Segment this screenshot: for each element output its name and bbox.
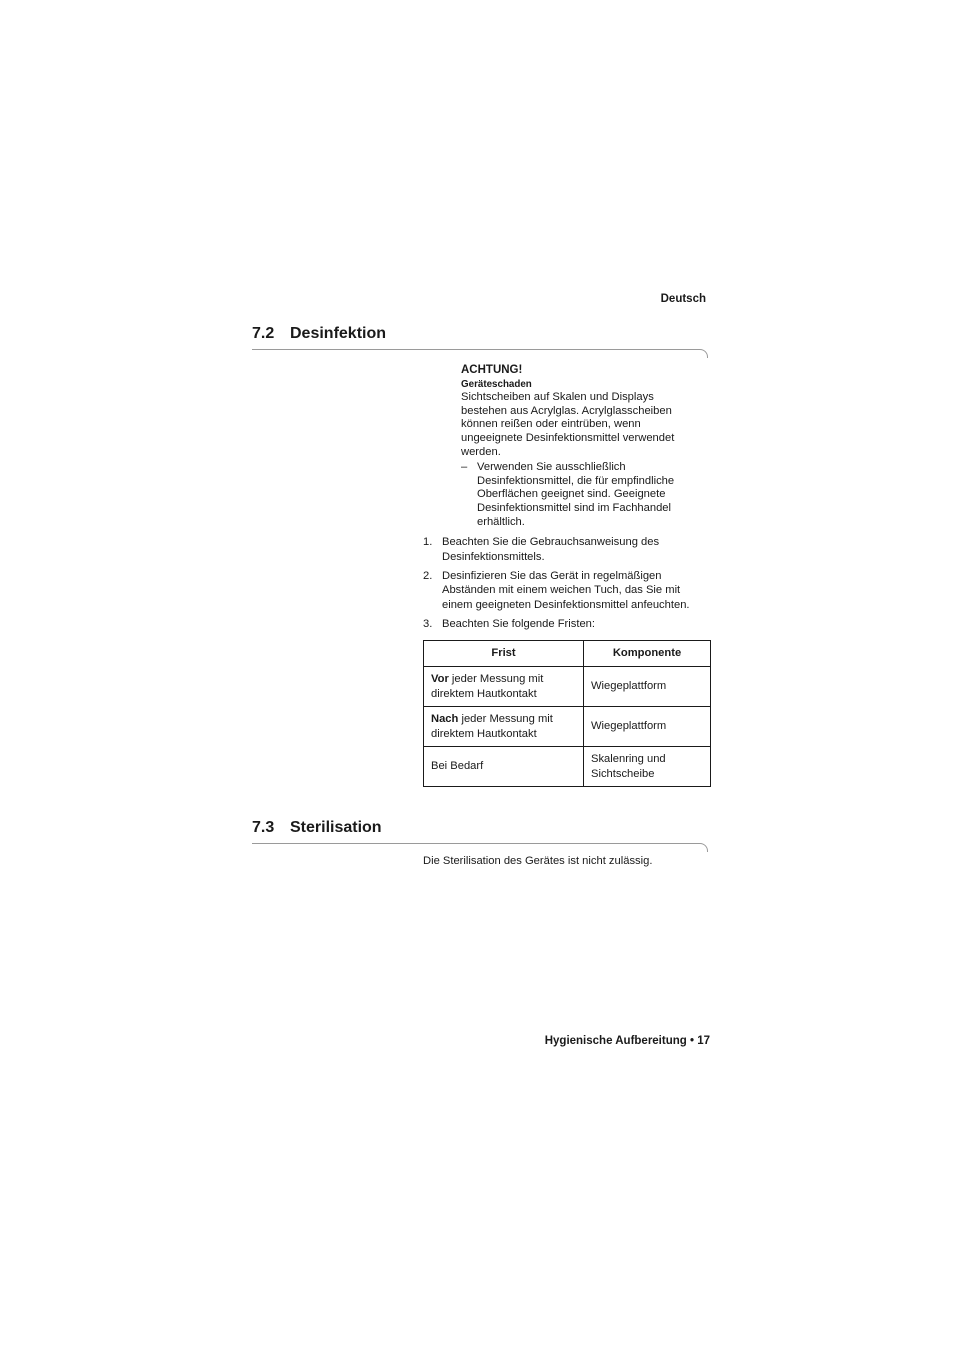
section-rule-hook <box>699 349 708 358</box>
cell-komponente <box>584 707 711 747</box>
frist-text: jeder Messung mit <box>448 673 544 685</box>
frist-bold: Vor <box>431 673 449 685</box>
header-komponente: Komponente <box>584 641 711 667</box>
step-line: Abständen mit einem weichen Tuch, das Sie mit <box>442 584 681 597</box>
warning-line: Sichtscheiben auf Skalen und Displays <box>461 391 654 404</box>
step-number: 1. <box>423 536 433 548</box>
section-rule-hook <box>699 843 708 852</box>
frist-text: direktem Hautkontakt <box>431 727 537 740</box>
frist-text: Bei Bedarf <box>431 760 484 773</box>
header-frist: Frist <box>424 641 584 667</box>
section-rule <box>252 349 700 350</box>
page-footer: Hygienische Aufbereitung • 17 <box>544 1035 710 1047</box>
warning-line: können reißen oder eintrüben, wenn <box>461 418 641 431</box>
step-item <box>423 617 713 632</box>
section-number: 7.3 <box>252 819 275 836</box>
step-line: einem geeigneten Desinfektionsmittel anfeuchten. <box>442 598 690 611</box>
bullet-line: Desinfektionsmittel sind im Fachhandel <box>477 501 672 514</box>
warning-line: ungeeignete Desinfektionsmittel verwendet <box>461 431 675 444</box>
sterilisation-text: Die Sterilisation des Gerätes ist nicht zulässig. <box>423 855 653 867</box>
step-line: Beachten Sie die Gebrauchsanweisung des <box>442 536 660 548</box>
section-title: Sterilisation <box>290 819 382 836</box>
bullet-line: Oberflächen geeignet sind. Geeignete <box>477 488 666 501</box>
section-heading-sterilisation <box>252 819 382 837</box>
frist-text: jeder Messung mit <box>458 713 553 725</box>
section-title: Desinfektion <box>290 325 387 342</box>
step-line: Beachten Sie folgende Fristen: <box>442 617 595 630</box>
language-label: Deutsch <box>660 293 706 305</box>
komponente-text: Skalenring und <box>591 753 666 765</box>
step-number: 2. <box>423 569 433 582</box>
frist-text: direktem Hautkontakt <box>431 687 537 700</box>
table-row <box>424 667 711 707</box>
steps-list <box>423 535 713 636</box>
section-heading-desinfektion <box>252 325 386 343</box>
step-item <box>423 535 713 564</box>
cell-komponente <box>584 747 711 787</box>
warning-line: bestehen aus Acrylglas. Acrylglasscheiben <box>461 404 672 417</box>
section-number: 7.2 <box>252 325 275 342</box>
komponente-text: Wiegeplattform <box>591 680 667 693</box>
warning-block <box>461 364 706 529</box>
table-row <box>424 707 711 747</box>
warning-subtitle: Geräteschaden <box>461 378 532 390</box>
warning-label: ACHTUNG! <box>461 364 523 376</box>
step-line: Desinfizieren Sie das Gerät in regelmäßigen <box>442 569 662 582</box>
komponente-text: Wiegeplattform <box>591 720 667 733</box>
frist-table <box>423 640 711 787</box>
bullet-line: erhältlich. <box>477 515 525 528</box>
step-line: Desinfektionsmittels. <box>442 550 545 563</box>
bullet-line: Verwenden Sie ausschließlich <box>477 461 626 474</box>
cell-komponente <box>584 667 711 707</box>
section-rule <box>252 843 700 844</box>
warning-text <box>461 391 706 459</box>
cell-frist <box>424 707 584 747</box>
step-item <box>423 569 713 613</box>
table-row <box>424 747 711 787</box>
table-header-row <box>424 641 711 667</box>
bullet-dash: – <box>461 461 468 474</box>
step-number: 3. <box>423 617 433 630</box>
warning-bullet <box>461 461 706 529</box>
bullet-line: Desinfektionsmittel, die für empfindliche <box>477 474 675 487</box>
cell-frist <box>424 747 584 787</box>
komponente-text: Sichtscheibe <box>591 767 655 780</box>
cell-frist <box>424 667 584 707</box>
warning-line: werden. <box>461 445 501 458</box>
frist-bold: Nach <box>431 713 459 725</box>
